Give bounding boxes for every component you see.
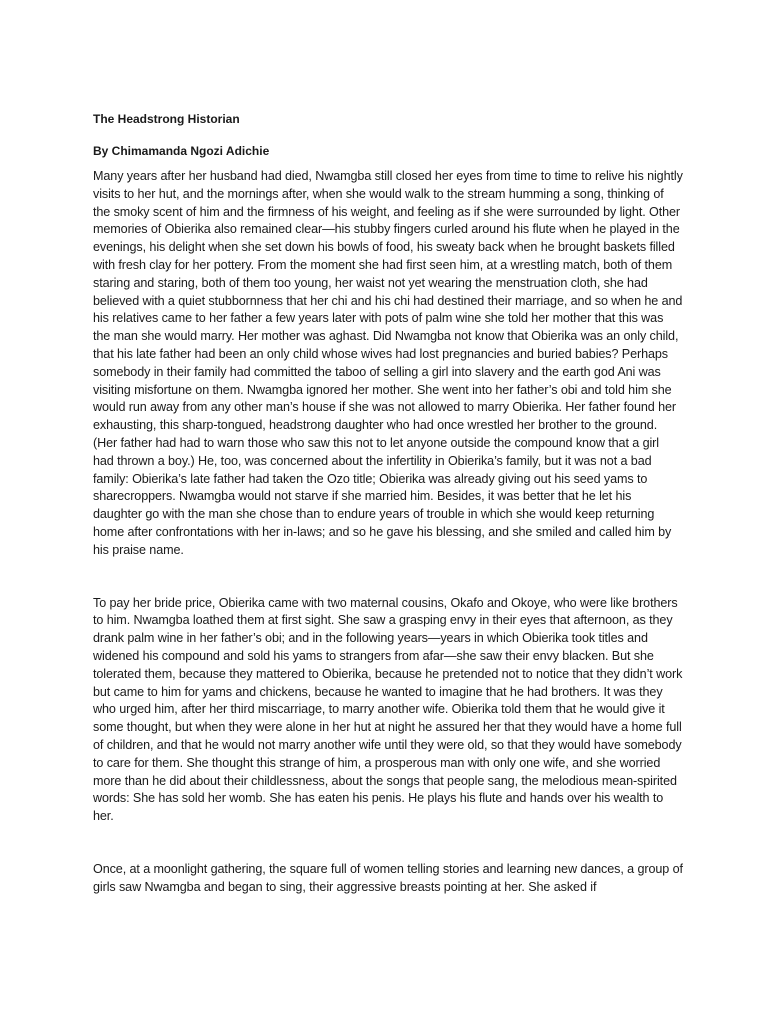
document-page	[93, 110, 683, 896]
paragraph-3: Once, at a moonlight gathering, the square full of women telling stories and learning new dances, a group of girls saw Nwamgba and began to sing, their aggressive breasts pointing at her. She asked if	[93, 861, 683, 894]
document-title: The Headstrong Historian	[93, 112, 240, 126]
paragraph-gap	[93, 560, 683, 595]
paragraph-gap	[93, 826, 683, 861]
paragraph-2: To pay her bride price, Obierika came with two maternal cousins, Okafo and Okoye, who were like brothers to him. Nwamgba loathed them at first sight. She saw a grasping envy in their eyes that afternoon, as they drank palm wine in her father’s obi; and in the following years—years in which Obierika took titles and widened his compound and sold his yams to strangers from afar—she saw their envy blacken. But she tolerated them, because they mattered to Obierika, because he pretended not to notice that they didn’t work but came to him for yams and chickens, because he wanted to imagine that he had brothers. It was they who urged him, after her third miscarriage, to marry another wife. Obierika told them that he would give it some thought, but when they were alone in her hut at night he assured her that they would have a home full of children, and that he would not marry another wife until they were old, so that they would have somebody to care for them. She thought this strange of him, a prosperous man with only one wife, and she worried more than he did about their childlessness, about the songs that people sang, the melodious mean-spirited words: She has sold her womb. She has eaten his penis. He plays his flute and hands over his wealth to her.	[93, 595, 683, 824]
document-author: By Chimamanda Ngozi Adichie	[93, 144, 270, 158]
paragraph-1: Many years after her husband had died, Nwamgba still closed her eyes from time to time to relive his nightly visits to her hut, and the mornings after, when she would walk to the stream humming a song, thinking of the smoky scent of him and the firmness of his weight, and feeling as if she were surrounded by light. Other memories of Obierika also remained clear—his stubby fingers curled around his flute when he played in the evenings, his delight when she set down his bowls of food, his sweaty back when he brought baskets filled with fresh clay for her pottery. From the moment she had first seen him, at a wrestling match, both of them staring and staring, both of them too young, her waist not yet wearing the menstruation cloth, she had believed with a quiet stubbornness that her chi and his chi had destined their marriage, and so when he and his relatives came to her father a few years later with pots of palm wine she told her mother that this was the man she would marry. Her mother was aghast. Did Nwamgba not know that Obierika was an only child, that his late father had been an only child whose wives had lost pregnancies and buried babies? Perhaps somebody in their family had committed the taboo of selling a girl into slavery and the earth god Ani was visiting misfortune on them. Nwamgba ignored her mother. She went into her father’s obi and told him she would run away from any other man’s house if she was not allowed to marry Obierika. Her father found her exhausting, this sharp-tongued, headstrong daughter who had once wrestled her brother to the ground. (Her father had had to warn those who saw this not to let anyone outside the compound know that a girl had thrown a boy.) He, too, was concerned about the infertility in Obierika’s family, but it was not a bad family: Obierika’s late father had taken the Ozo title; Obierika was already giving out his seed yams to sharecroppers. Nwamgba would not starve if she married him. Besides, it was better that he let his daughter go with the man she chose than to endure years of trouble in which she would keep returning home after confrontations with her in-laws; and so he gave his blessing, and she smiled and called him by his praise name.	[93, 169, 683, 557]
